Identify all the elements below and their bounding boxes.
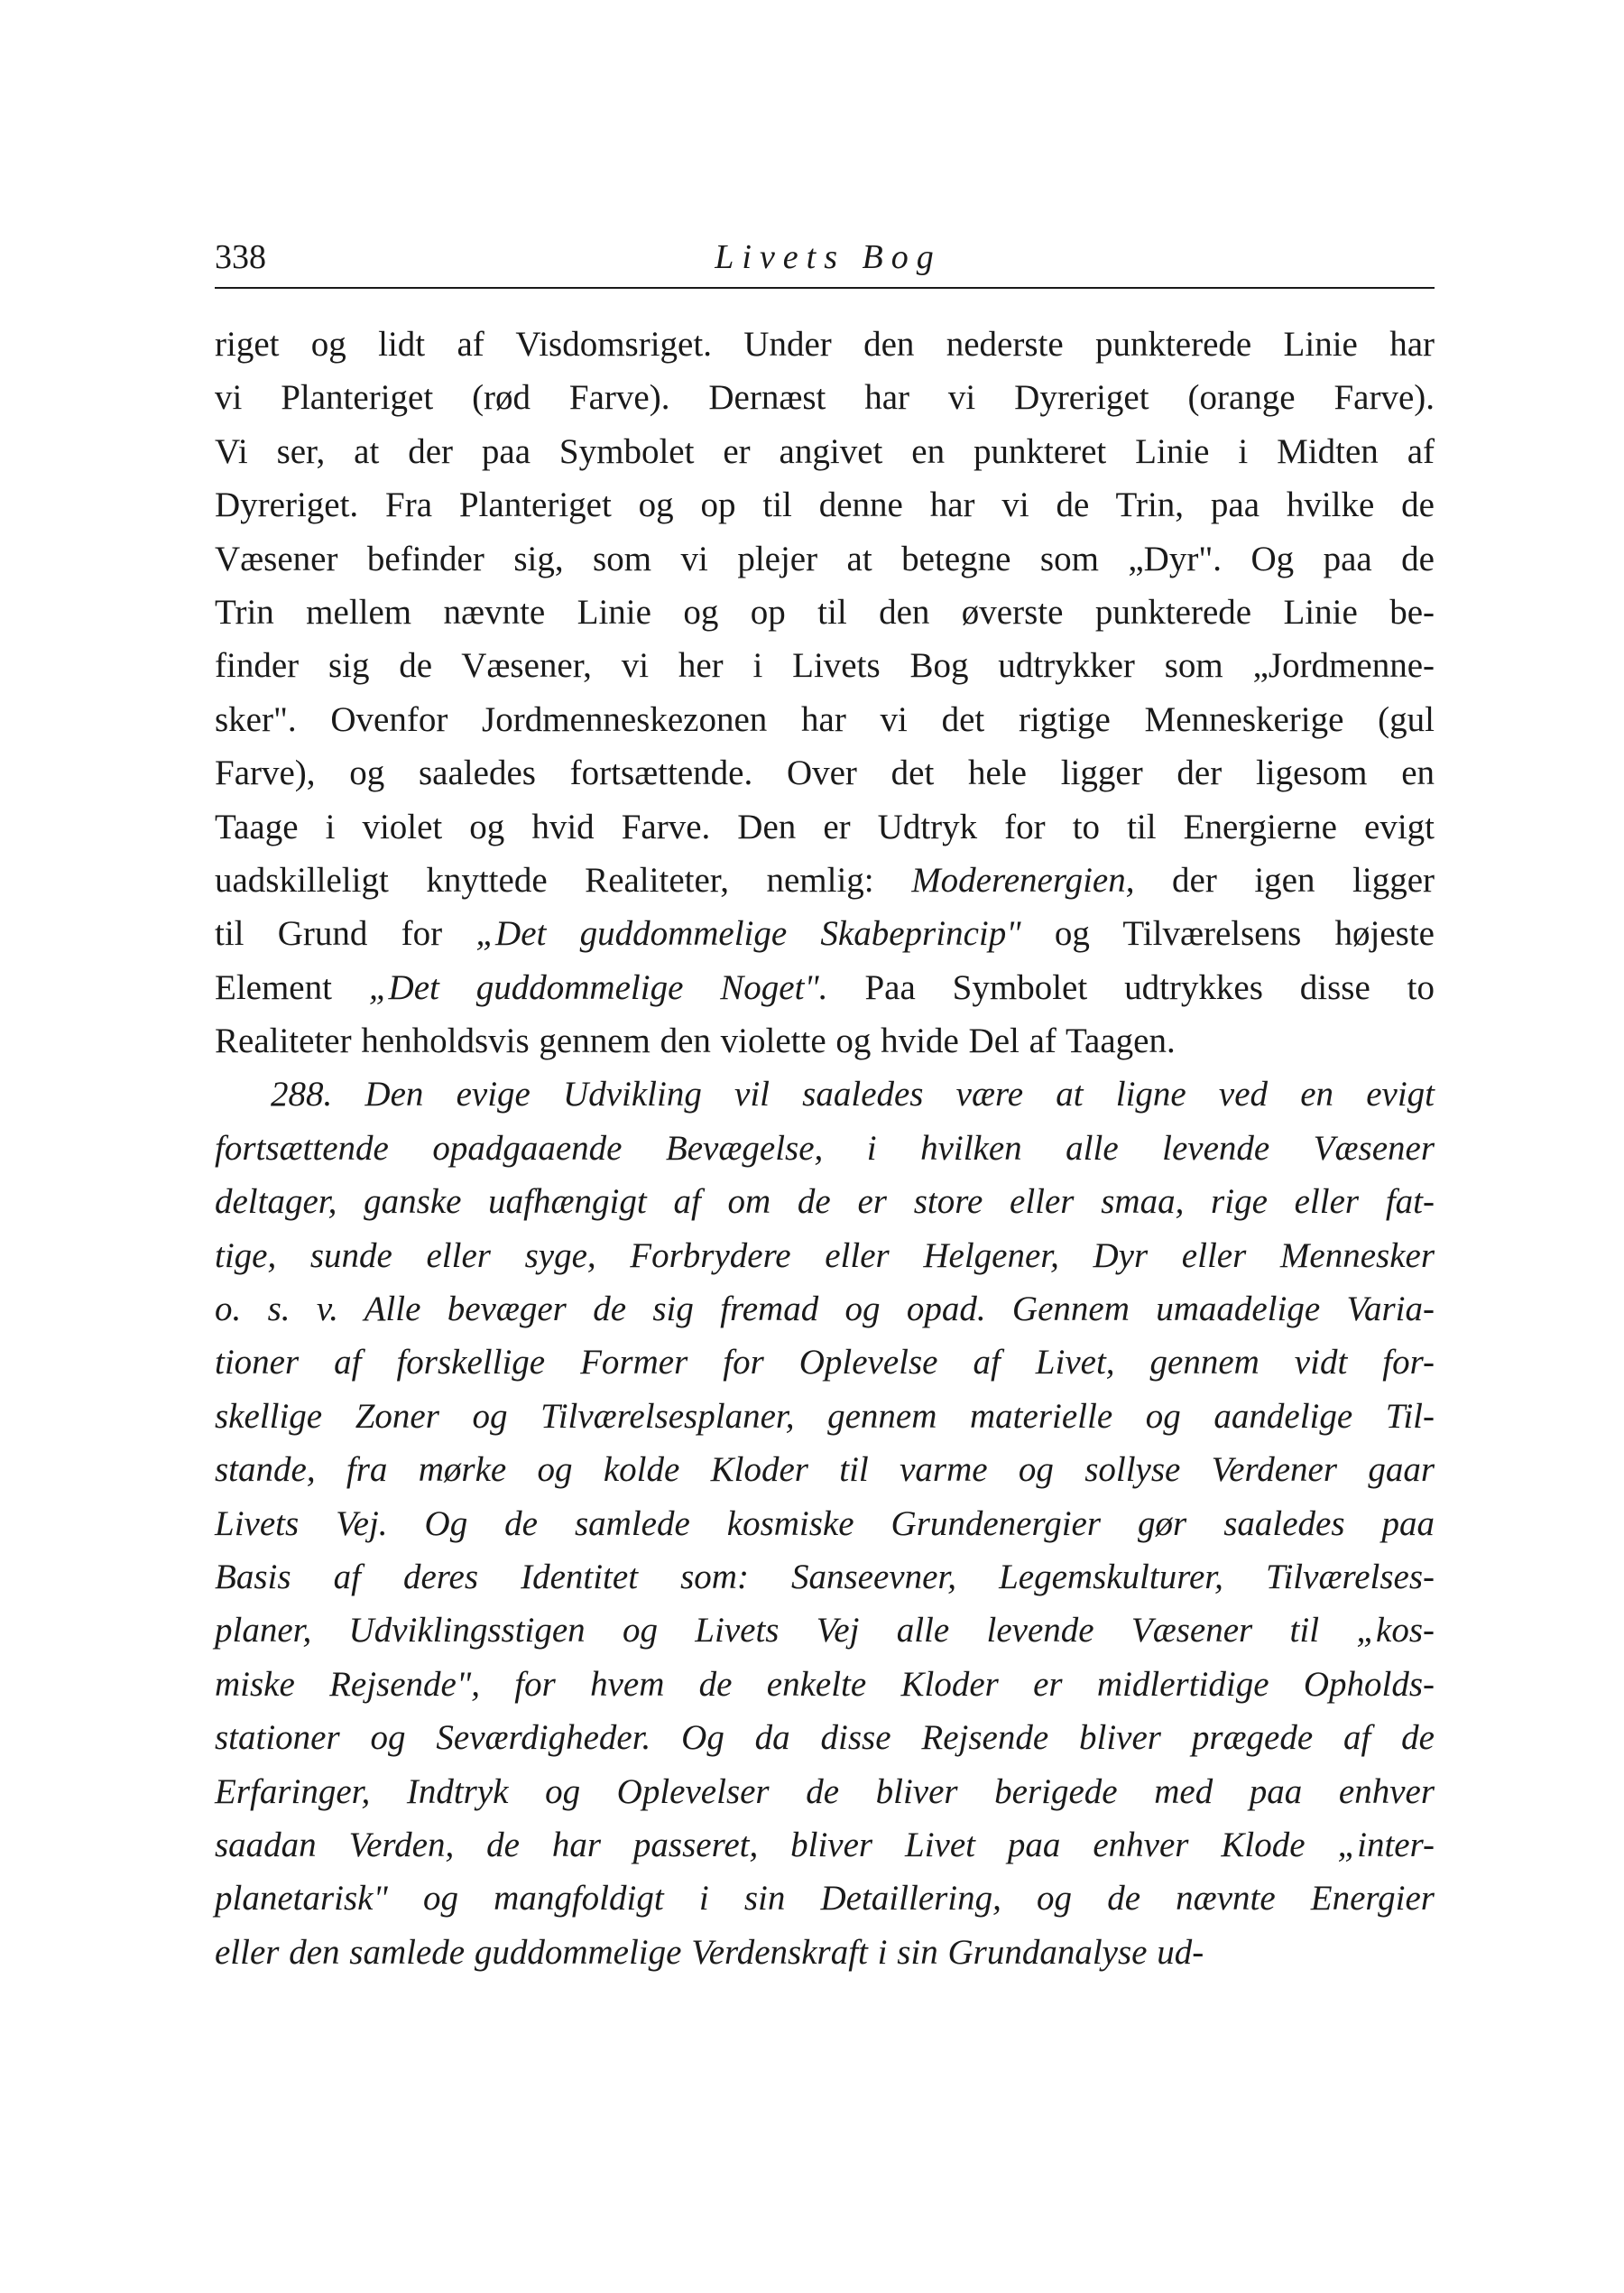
text-line — [215, 1872, 1435, 1925]
text-line — [215, 746, 1435, 800]
text-line — [215, 1229, 1435, 1282]
text-run: riget og lidt af Visdomsriget. Under den nederste punkterede Linie har — [215, 325, 1435, 364]
italic-text: stande, fra mørke og kolde Kloder til varme og sollyse Verdener gaar — [215, 1450, 1435, 1490]
text-line — [215, 1122, 1435, 1175]
italic-text: fortsættende opadgaaende Bevægelse, i hvilken alle levende Væsener — [215, 1128, 1435, 1168]
header-rule — [215, 287, 1435, 289]
text-run: finder sig de Væsener, vi her i Livets Bog udtrykker som „Jordmenne- — [215, 646, 1435, 686]
text-line — [215, 1282, 1435, 1336]
italic-text: „Det guddommelige Noget". — [368, 967, 828, 1007]
text-run: Element — [215, 967, 369, 1007]
text-run: Paa Symbolet udtrykkes disse to — [827, 967, 1435, 1007]
italic-text: miske Rejsende", for hvem de enkelte Kloder er midlertidige Opholds- — [215, 1664, 1435, 1704]
page-number: 338 — [215, 238, 266, 276]
text-run: og Tilværelsens højeste — [1020, 914, 1435, 954]
italic-text: Moderenergien, — [911, 860, 1135, 900]
italic-text: planetarisk" og mangfoldigt i sin Detaillering, og de nævnte Energier — [215, 1879, 1435, 1919]
text-line — [215, 693, 1435, 746]
italic-text: o. s. v. Alle bevæger de sig fremad og opad. Gennem umaadelige Varia- — [215, 1290, 1435, 1329]
text-line — [215, 1068, 1435, 1121]
text-line — [215, 532, 1435, 586]
text-line — [215, 425, 1435, 478]
italic-text: stationer og Seværdigheder. Og da disse Rejsende bliver prægede af de — [215, 1718, 1435, 1758]
text-run: Farve), og saaledes fortsættende. Over det hele ligger der ligesom en — [215, 754, 1435, 793]
italic-text: tioner af forskellige Former for Oplevelse af Livet, gennem vidt for- — [215, 1343, 1435, 1382]
text-line — [215, 1390, 1435, 1443]
text-line — [215, 800, 1435, 854]
text-run: vi Planteriget (rød Farve). Dernæst har vi Dyreriget (orange Farve). — [215, 378, 1435, 418]
text-line — [215, 1818, 1435, 1872]
text-line — [215, 1336, 1435, 1389]
text-run: Væsener befinder sig, som vi plejer at betegne som „Dyr". Og paa de — [215, 539, 1435, 578]
italic-text: tige, sunde eller syge, Forbrydere eller Helgener, Dyr eller Mennesker — [215, 1235, 1435, 1275]
text-line — [215, 318, 1435, 371]
italic-text: 288. Den evige Udvikling vil saaledes være at ligne ved en evigt — [271, 1075, 1435, 1114]
italic-text: „Det guddommelige Skabeprincip" — [475, 914, 1021, 954]
text-line — [215, 961, 1435, 1014]
text-run: Trin mellem nævnte Linie og op til den øverste punkterede Linie be- — [215, 592, 1435, 632]
text-run: til Grund for — [215, 914, 476, 954]
italic-text: deltager, ganske uafhængigt af om de er store eller smaa, rige eller fat- — [215, 1182, 1435, 1222]
running-title: Livets Bog — [715, 238, 942, 276]
italic-text: Erfaringer, Indtryk og Oplevelser de bliver berigede med paa enhver — [215, 1771, 1435, 1811]
text-line — [215, 1175, 1435, 1228]
italic-text: Basis af deres Identitet som: Sanseevner, Legemskulturer, Tilværelses- — [215, 1557, 1435, 1596]
text-line — [215, 1550, 1435, 1604]
text-run: Dyreriget. Fra Planteriget og op til denne har vi de Trin, paa hvilke de — [215, 485, 1435, 525]
body-text — [215, 318, 1435, 1979]
text-run: Vi ser, at der paa Symbolet er angivet en punkteret Linie i Midten af — [215, 431, 1435, 471]
text-run: sker". Ovenfor Jordmenneskezonen har vi det rigtige Menneskerige (gul — [215, 699, 1435, 739]
text-line — [215, 1604, 1435, 1657]
running-head — [215, 233, 1435, 282]
text-line — [215, 1926, 1435, 1979]
text-run: Taage i violet og hvid Farve. Den er Udtryk for to til Energierne evigt — [215, 807, 1435, 846]
text-run: Realiteter henholdsvis gennem den violette og hvide Del af Taagen. — [215, 1022, 1176, 1061]
text-run: der igen ligger — [1134, 860, 1435, 900]
text-run: uadskilleligt knyttede Realiteter, nemlig: — [215, 860, 912, 900]
text-line — [215, 586, 1435, 639]
text-line — [215, 1765, 1435, 1818]
text-line — [215, 1711, 1435, 1764]
text-line — [215, 854, 1435, 907]
italic-text: eller den samlede guddommelige Verdenskraft i sin Grundanalyse ud- — [215, 1932, 1204, 1972]
italic-text: skellige Zoner og Tilværelsesplaner, gennem materielle og aandelige Til- — [215, 1396, 1435, 1436]
text-line — [215, 371, 1435, 424]
text-line — [215, 639, 1435, 692]
text-line — [215, 1497, 1435, 1550]
text-line — [215, 1658, 1435, 1711]
italic-text: saadan Verden, de har passeret, bliver Livet paa enhver Klode „inter- — [215, 1825, 1435, 1864]
italic-text: Livets Vej. Og de samlede kosmiske Grundenergier gør saaledes paa — [215, 1503, 1435, 1543]
text-line — [215, 907, 1435, 960]
text-line — [215, 478, 1435, 532]
italic-text: planer, Udviklingsstigen og Livets Vej alle levende Væsener til „kos- — [215, 1611, 1435, 1650]
text-line — [215, 1014, 1435, 1068]
text-line — [215, 1443, 1435, 1496]
